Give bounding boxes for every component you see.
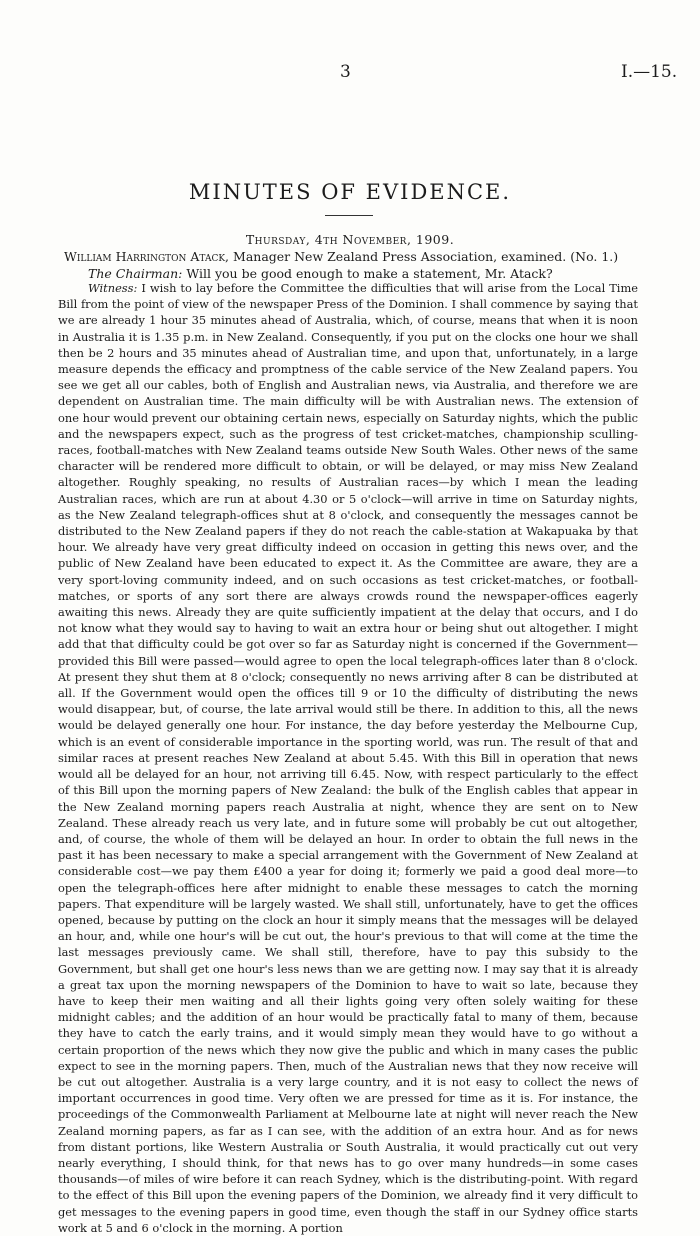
- page-title: MINUTES OF EVIDENCE.: [188, 180, 512, 204]
- witness-number: (No. 1.): [570, 249, 619, 264]
- witness-name: William Harrington Atack,: [64, 249, 230, 264]
- witness-heading: [64, 249, 618, 264]
- page-number: 3: [340, 62, 351, 82]
- title-divider: [325, 215, 373, 216]
- hearing-date: Thursday, 4th November, 1909.: [245, 232, 455, 247]
- witness-description: Manager New Zealand Press Association, examined.: [233, 249, 567, 264]
- witness-speaker: Witness:: [88, 281, 138, 295]
- chairman-question-text: Will you be good enough to make a statement, Mr. Atack?: [186, 266, 553, 281]
- paper-code: I.—15.: [621, 62, 678, 82]
- witness-answer: [58, 280, 638, 1236]
- witness-answer-text: I wish to lay before the Committee the difficulties that will arise from the Local Time Bill from the point of view of the newspaper Press of the Dominion. I shall commence by saying that we are already 1 hour 35 minutes ahead of Australia, which, of course, means that when it is noon in Australia it is 1.35 p.m. in New Zealand. Consequently, if you put on the clocks one hour we shall then be 2 hours and 35 minutes ahead of Australian time, and upon that, unfortunately, in a large measure depends the efficacy and promptness of the cable service of the New Zealand papers. You see we get all our cables, both of English and Australian news, via Australia, and therefore we are dependent on Australian time. The main difficulty will be with Australian news. The extension of one hour would prevent our obtaining certain news, especially on Saturday nights, which the public and the newspapers expect, such as the progress of test cricket-matches, championship sculling-races, football-matches with New Zealand teams outside New South Wales. Other news of the same character will be rendered more difficult to obtain, or will be delayed, or may miss New Zealand altogether. Roughly speaking, no results of Australian races—by which I mean the leading Australian races, which are run at about 4.30 or 5 o'clock—will arrive in time on Saturday nights, as the New Zealand telegraph-offices shut at 8 o'clock, and consequently the messages cannot be distributed to the New Zealand papers if they do not reach the cable-station at Wakapuaka by that hour. We already have very great difficulty indeed on occasion in getting this news over, and the public of New Zealand have been educated to expect it. As the Committee are aware, they are a very sport-loving community indeed, and on such occasions as test cricket-matches, or football-matches, or sports of any sort there are always crowds round the newspaper-offices eagerly awaiting this news. Already they are quite sufficiently impatient at the delay that occurs, and I do not know what they would say to having to wait an extra hour or being shut out altogether. I might add that that difficulty could be got over so far as Saturday night is concerned if the Government—provided this Bill were passed—would agree to open the local telegraph-offices later than 8 o'clock. At present they shut them at 8 o'clock; consequently no news arriving after 8 can be distributed at all. If the Government would open the offices till 9 or 10 the difficulty of distributing the news would disappear, but, of course, the late arrival would still be there. In addition to this, all the news would be delayed generally one hour. For instance, the day before yesterday the Melbourne Cup, which is an event of considerable importance in the sporting world, was run. The result of that and similar races at present reaches New Zealand at about 5.45. With this Bill in operation that news would all be delayed for an hour, not arriving till 6.45. Now, with respect particularly to the effect of this Bill upon the morning papers of New Zealand: the bulk of the English cables that appear in the New Zealand morning papers reach Australia at night, whence they are sent on to New Zealand. These already reach us very late, and in future some will probably be cut out altogether, and, of course, the whole of them will be delayed an hour. In order to obtain the full news in the past it has been necessary to make a special arrangement with the Government of New Zealand at considerable cost—we pay them £400 a year for doing it; formerly we paid a good deal more—to open the telegraph-offices here after midnight to enable these messages to catch the morning papers. That expenditure will be largely wasted. We shall still, unfortunately, have to get the offices opened, because by putting on the clock an hour it simply means that the messages will be delayed an hour, and, while one hour's will be cut out, the hour's previous to that will come at the time the last messages previously came. We shall still, therefore, have to pay this subsidy to the Government, but shall get one hour's less news than we are getting now. I may say that it is already a great tax upon the morning newspapers of the Dominion to have to wait so late, because they have to keep their men waiting and all their lights going very often solely waiting for these midnight cables; and the addition of an hour would be practically fatal to many of them, because they have to catch the early trains, and it would simply mean they would have to go without a certain proportion of the news which they now give the public and which in many cases the public expect to see in the morning papers. Then, much of the Australian news that they now receive will be cut out altogether. Australia is a very large country, and it is not easy to collect the news of important occurrences in good time. Very often we are pressed for time as it is. For instance, the proceedings of the Commonwealth Parliament at Melbourne late at night will never reach the New Zealand morning papers, as far as I can see, with the addition of an extra hour. And as for news from distant portions, like Western Australia or South Australia, it would practically cut out very nearly everything, I should think, for that news has to go over many hundreds—in some cases thousands—of miles of wire before it can reach Sydney, which is the distributing-point. With regard to the effect of this Bill upon the evening papers of the Dominion, we already find it very difficult to get messages to the evening papers in good time, even though the staff in our Sydney office starts work at 5 and 6 o'clock in the morning. A portion: [58, 281, 638, 1235]
- chairman-speaker: The Chairman:: [88, 266, 183, 281]
- chairman-question: [88, 266, 553, 281]
